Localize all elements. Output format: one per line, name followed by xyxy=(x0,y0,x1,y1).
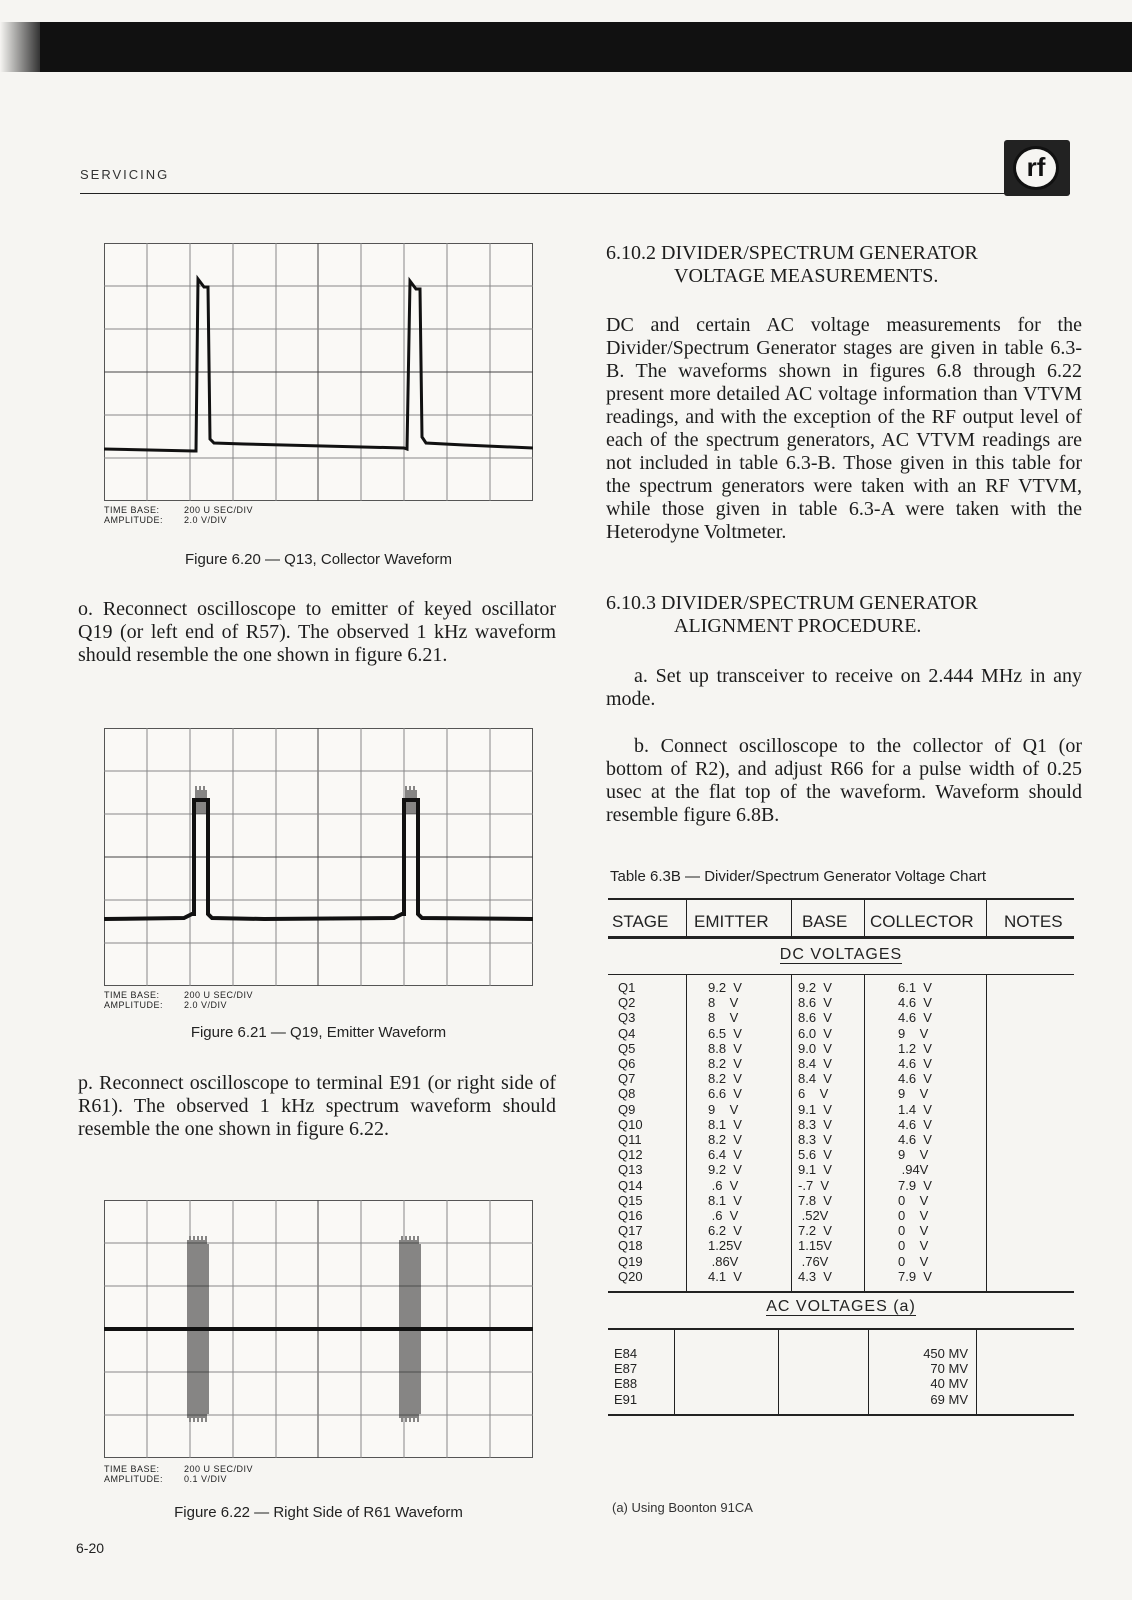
header-collector: COLLECTOR xyxy=(870,912,974,931)
header-bottom-rule xyxy=(608,936,1074,939)
dc-base-column: 9.2 V 8.6 V 8.6 V 6.0 V 9.0 V 8.4 V 8.4 V 6 V 9.1 V 8.3 V 8.3 V 5.6 V 9.1 V -.7 V 7.8 V .52V 7.2 V 1.15V .76V 4.3 V xyxy=(798,980,832,1284)
time-base-label: TIME BASE: xyxy=(104,1464,160,1474)
amplitude-value: 2.0 V/DIV xyxy=(184,1000,228,1010)
dc-voltages-label xyxy=(608,946,1074,964)
column-divider xyxy=(686,898,687,936)
time-base-value: 200 U SEC/DIV xyxy=(184,505,254,515)
time-base-label: TIME BASE: xyxy=(104,505,160,515)
top-bar xyxy=(20,22,1132,72)
paragraph-p: p. Reconnect oscilloscope to terminal E91 (or right side of R61). The observed 1 kHz spectrum waveform should resemble the one shown in figure 6.22. xyxy=(78,1072,556,1140)
page-number: 6-20 xyxy=(76,1540,105,1556)
scope-figure-6-20 xyxy=(104,243,533,501)
column-divider xyxy=(686,975,687,1291)
time-base-label: TIME BASE: xyxy=(104,990,160,1000)
table-title: Table 6.3B — Divider/Spectrum Generator Voltage Chart xyxy=(610,868,987,885)
ac-section-rule xyxy=(608,1328,1074,1330)
dc-section-rule xyxy=(608,974,1074,975)
column-divider xyxy=(864,975,865,1291)
header-rule xyxy=(80,193,1070,194)
scope-settings-6-22 xyxy=(104,1464,253,1484)
figure-caption-6-20: Figure 6.20 — Q13, Collector Waveform xyxy=(184,551,453,568)
rf-logo-text: rf xyxy=(1013,146,1059,190)
amplitude-label: AMPLITUDE: xyxy=(104,515,164,525)
column-divider xyxy=(864,898,865,936)
amplitude-value: 2.0 V/DIV xyxy=(184,515,228,525)
oscilloscope-trace xyxy=(104,1200,533,1458)
paragraph-b: b. Connect oscilloscope to the collector of Q1 (or bottom of R2), and adjust R66 for a pulse width of 0.25 usec at the flat top of the waveform. Waveform should resemble figure 6.8B. xyxy=(606,735,1082,826)
time-base-value: 200 U SEC/DIV xyxy=(184,1464,254,1474)
paragraph-voltage-measurements: DC and certain AC voltage measurements for the Divider/Spectrum Generator stages are given in table 6.3-B. The waveforms shown in figures 6.8 through 6.22 present more detailed AC voltage information than VTVM readings, and with the exception of the RF output level of each of the spectrum generators, AC VTVM readings are not included in table 6.3-B. Those given in this table for the spectrum generators were taken with an RF VTVM, while those given in table 6.3-A were taken with the Heterodyne Voltmeter. xyxy=(606,314,1082,543)
scope-settings-6-20 xyxy=(104,505,253,525)
scope-settings-6-21 xyxy=(104,990,253,1010)
top-bar-edge xyxy=(0,22,40,72)
dc-voltages-text: DC VOLTAGES xyxy=(779,946,903,963)
header-stage: STAGE xyxy=(612,912,669,931)
header-emitter: EMITTER xyxy=(694,912,769,931)
dc-stage-column: Q1 Q2 Q3 Q4 Q5 Q6 Q7 Q8 Q9 Q10 Q11 Q12 Q13 Q14 Q15 Q16 Q17 Q18 Q19 Q20 xyxy=(618,980,643,1284)
ac-voltages-text: AC VOLTAGES (a) xyxy=(766,1298,916,1315)
table-top-rule xyxy=(608,898,1074,900)
dc-bottom-rule xyxy=(608,1291,1074,1293)
dc-emitter-column: 9.2 V 8 V 8 V 6.5 V 8.8 V 8.2 V 8.2 V 6.6 V 9 V 8.1 V 8.2 V 6.4 V 9.2 V .6 V 8.1 V .6 V 6.2 V 1.25V .86V 4.1 V xyxy=(708,980,742,1284)
header-base: BASE xyxy=(802,912,848,931)
column-divider xyxy=(791,898,792,936)
heading-line: VOLTAGE MEASUREMENTS. xyxy=(674,265,939,287)
header-notes: NOTES xyxy=(1004,912,1063,931)
column-divider xyxy=(674,1330,675,1414)
column-divider xyxy=(986,898,987,936)
column-divider xyxy=(791,975,792,1291)
table-bottom-rule xyxy=(608,1414,1074,1416)
heading-6-10-3 xyxy=(606,592,1076,638)
section-label: SERVICING xyxy=(80,167,170,182)
time-base-value: 200 U SEC/DIV xyxy=(184,990,254,1000)
paragraph-o: o. Reconnect oscilloscope to emitter of keyed oscillator Q19 (or left end of R57). The observed 1 kHz waveform should resemble the one shown in figure 6.21. xyxy=(78,598,556,666)
heading-line: 6.10.3 DIVIDER/SPECTRUM GENERATOR xyxy=(606,592,978,614)
table-footnote: (a) Using Boonton 91CA xyxy=(612,1500,753,1515)
scope-figure-6-22 xyxy=(104,1200,533,1458)
column-divider xyxy=(976,1330,977,1414)
rf-logo xyxy=(1004,140,1070,196)
oscilloscope-trace xyxy=(104,243,533,501)
figure-caption-6-21: Figure 6.21 — Q19, Emitter Waveform xyxy=(190,1024,447,1041)
scope-figure-6-21 xyxy=(104,728,533,986)
ac-collector-column: 450 MV 70 MV 40 MV 69 MV xyxy=(923,1346,968,1407)
heading-line: ALIGNMENT PROCEDURE. xyxy=(674,615,922,637)
column-divider xyxy=(986,975,987,1291)
oscilloscope-trace xyxy=(104,728,533,986)
paragraph-a: a. Set up transceiver to receive on 2.444 MHz in any mode. xyxy=(606,665,1082,710)
dc-collector-column: 6.1 V 4.6 V 4.6 V 9 V 1.2 V 4.6 V 4.6 V 9 V 1.4 V 4.6 V 4.6 V 9 V .94V 7.9 V 0 V 0 V 0 V 0 V 0 V 7.9 V xyxy=(898,980,932,1284)
column-divider xyxy=(778,1330,779,1414)
heading-line: 6.10.2 DIVIDER/SPECTRUM GENERATOR xyxy=(606,242,978,264)
column-divider xyxy=(868,1330,869,1414)
ac-stage-column: E84 E87 E88 E91 xyxy=(614,1346,638,1407)
amplitude-value: 0.1 V/DIV xyxy=(184,1474,228,1484)
ac-voltages-label xyxy=(608,1298,1074,1316)
amplitude-label: AMPLITUDE: xyxy=(104,1474,164,1484)
amplitude-label: AMPLITUDE: xyxy=(104,1000,164,1010)
heading-6-10-2 xyxy=(606,242,1076,288)
figure-caption-6-22: Figure 6.22 — Right Side of R61 Waveform xyxy=(174,1504,463,1521)
